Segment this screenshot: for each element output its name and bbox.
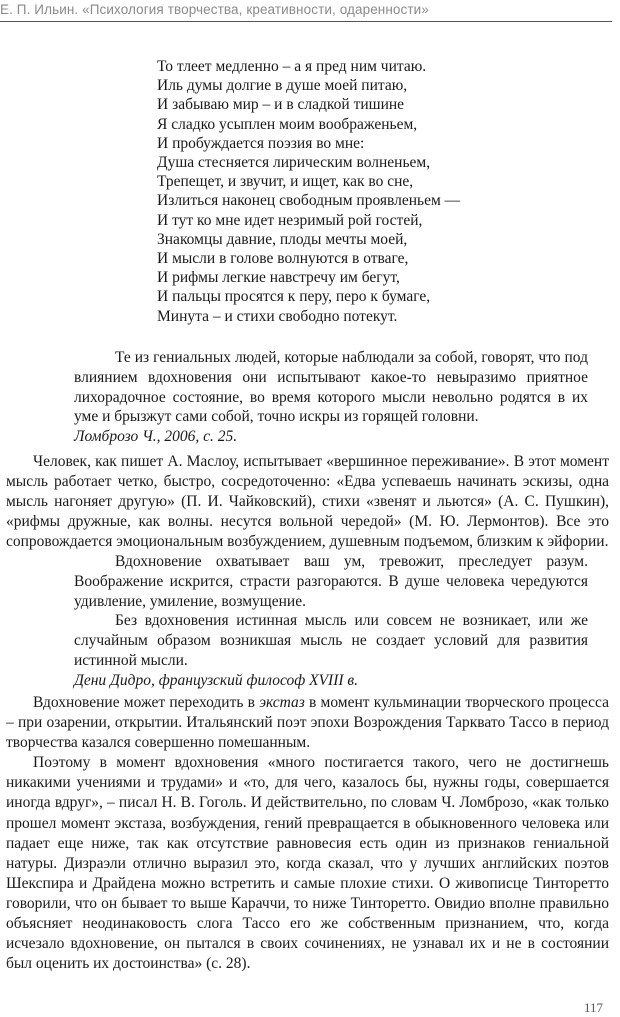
poem-line: И пробуждается поэзия во мне: (157, 134, 365, 152)
header-divider (0, 21, 612, 22)
poem-line: Я сладко усыплен моим воображеньем, (157, 115, 418, 133)
poem-line: И забываю мир – и в сладкой тишине (157, 96, 405, 114)
poem-block (157, 57, 597, 326)
epigraph-block (74, 348, 588, 447)
poem-line: Излиться наконец свободным проявленьем — (157, 192, 461, 210)
body-text-block (6, 693, 609, 974)
poem-line: Трепещет, и звучит, и ищет, как во сне, (157, 173, 414, 191)
body-paragraph-maslow: Человек, как пишет А. Маслоу, испытывает «вершинное переживание». В этот момент мысль работает четко, быстро, сосредоточенно: «Едва успеваешь начинать эскизы, одна мысль нагоняет другую» (П. И. Чайковский), стихи «звенят и льются» (А. С. Пушкин), «рифмы дружные, как волны. несутся вольной чередой» (М. Ю. Лермонтов). Все это сопровождается эмоциональным возбуждением, душевным подъемом, близким к эйфории. (6, 453, 609, 551)
poem-line: Иль думы долгие в душе моей питаю, (157, 77, 408, 95)
poem-line: И тут ко мне идет незримый рой гостей, (157, 211, 423, 229)
poem-line: Душа стесняется лирическим волненьем, (157, 154, 431, 172)
quote-paragraph-1: Вдохновение охватывает ваш ум, тревожит, преследует разум. Воображение искрится, страсти разгораются. В душе человека чередуются удивление, умиление, возмущение. (74, 553, 588, 610)
poem-line: И рифмы легкие навстречу им бегут, (157, 269, 400, 287)
ecstasy-text-before: Вдохновение может переходить в (33, 694, 260, 711)
page-number: 117 (584, 1000, 604, 1015)
poem-line: Знакомцы давние, плоды мечты моей, (157, 230, 408, 248)
epigraph-source: Ломброзо Ч., 2006, с. 25. (74, 428, 238, 446)
poem-line: Минута – и стихи свободно потекут. (157, 307, 398, 325)
poem-line: И мысли в голове волнуются в отваге, (157, 250, 409, 268)
body-paragraph-ecstasy (6, 693, 609, 753)
diderot-quote-block (74, 552, 588, 691)
body-paragraph-gogol: Поэтому в момент вдохновения «много постигается такого, чего не достигнешь никакими учениями и трудами» и «то, для чего, казалось бы, нужны годы, совершается иногда вдруг», – писал Н. В. Гоголь. И действительно, по словам Ч. Ломброзо, «как только прошел момент экстаза, возбуждения, гений превращается в обыкновенного человека или падает еще ниже, так как отсутствие равновесия есть один из признаков гениальной натуры. Дизраэли отлично выразил это, когда сказал, что у лучших английских поэтов Шекспира и Драйдена можно встретить и самые плохие стихи. О живописце Тинторетто говорили, что он бывает то выше Караччи, то ниже Тинторетто. Овидио вполне правильно объясняет неодинаковость слога Тассо его же собственным признанием, что, когда исчезало вдохновение, он пытался в своих сочинениях, не узнавал их и не в состоянии был оценить их достоинства» (с. 28). (6, 754, 609, 973)
poem-line: И пальцы просятся к перу, перо к бумаге, (157, 288, 431, 306)
quote-paragraph-2: Без вдохновения истинная мысль или совсем не возникает, или же случайным образом возникшая мысль не создает условий для развития истинной мысли. (74, 612, 588, 669)
quote-source: Дени Дидро, французский философ XVIII в. (74, 671, 358, 689)
ecstasy-text-after: в момент кульминации творческого процесса – при озарении, открытии. Итальянский поэт эпохи Возрождения Тарквато Тассо в период творчества казался совершенно помешанным. (6, 694, 610, 752)
epigraph-text: Те из гениальных людей, которые наблюдали за собой, говорят, что под влиянием вдохновения они испытывают какое-то невыразимо приятное лихорадочное состояние, во время которого мысли невольно родятся в их уме и брызжут сами собой, точно искры из горящей головни. (74, 349, 588, 426)
running-header: Е. П. Ильин. «Психология творчества, креативности, одаренности» (0, 2, 429, 17)
poem-line: То тлеет медленно – а я пред ним читаю. (157, 58, 427, 75)
ecstasy-term: экстаз (259, 694, 305, 711)
